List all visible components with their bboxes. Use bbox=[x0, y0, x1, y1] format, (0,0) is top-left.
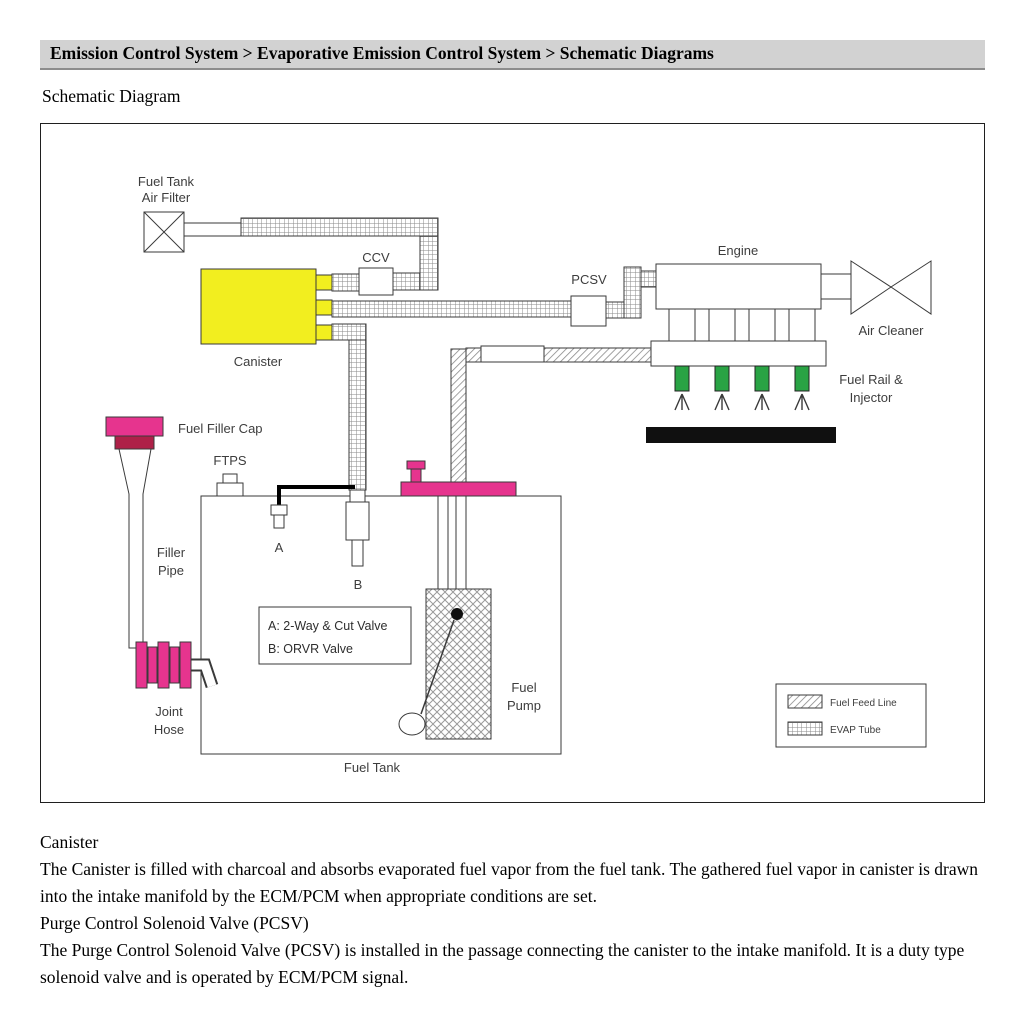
intake-manifold-bar bbox=[646, 427, 836, 443]
pcsv-heading: Purge Control Solenoid Valve (PCSV) bbox=[40, 913, 309, 933]
ftps-sensor bbox=[213, 453, 247, 496]
legend-fuel-feed-label: Fuel Feed Line bbox=[830, 698, 897, 709]
evap-tube-pcsv-engine bbox=[606, 267, 656, 318]
schematic-diagram-frame bbox=[40, 123, 985, 803]
air-filter-label-line1: Fuel Tank bbox=[137, 174, 195, 189]
valve-key-box bbox=[259, 607, 411, 664]
legend-fuel-feed-swatch bbox=[788, 695, 822, 708]
legend-evap-swatch bbox=[788, 722, 822, 735]
canister-heading: Canister bbox=[40, 832, 99, 852]
filler-pipe-label-line2: Pipe bbox=[157, 563, 185, 578]
fuel-tank-air-filter bbox=[138, 174, 242, 252]
air-filter-label-line2: Air Filter bbox=[141, 190, 191, 205]
pcsv-valve bbox=[571, 272, 607, 326]
valve-key-line1: A: 2-Way & Cut Valve bbox=[268, 619, 388, 633]
page-title: Schematic Diagram bbox=[42, 86, 181, 106]
ftps-label: FTPS bbox=[213, 453, 247, 468]
fuel-rail bbox=[651, 341, 826, 366]
engine-label: Engine bbox=[717, 243, 759, 258]
two-way-cut-valve-a bbox=[271, 487, 355, 555]
air-cleaner bbox=[821, 261, 931, 338]
joint-hose-label-line2: Hose bbox=[153, 722, 185, 737]
injectors bbox=[675, 366, 809, 391]
fuel-tank-label: Fuel Tank bbox=[343, 760, 401, 775]
fuel-rail-label-line1: Fuel Rail & bbox=[839, 372, 903, 387]
filler-pipe bbox=[119, 449, 151, 648]
fuel-pump-label-line2: Pump bbox=[507, 698, 541, 713]
ccv-valve bbox=[359, 250, 393, 295]
valve-a-label: A bbox=[274, 540, 284, 555]
valve-b-label: B bbox=[353, 577, 363, 592]
evap-tube-canister-tank bbox=[332, 324, 366, 490]
evap-tube-canister-pcsv bbox=[332, 301, 571, 317]
air-cleaner-label: Air Cleaner bbox=[858, 323, 924, 338]
injector-sprays bbox=[675, 394, 809, 410]
orvr-valve-b bbox=[346, 490, 369, 592]
valve-key-line2: B: ORVR Valve bbox=[268, 642, 353, 656]
fuel-feed-line bbox=[451, 346, 651, 482]
engine bbox=[656, 243, 821, 341]
pcsv-paragraph: The Purge Control Solenoid Valve (PCSV) is installed in the passage connecting the canister to the intake manifold. It is a duty type solenoid valve and is operated by ECM/PCM signal. bbox=[40, 940, 965, 987]
fuel-filler-cap bbox=[106, 417, 163, 449]
filler-pipe-label-line1: Filler bbox=[156, 545, 186, 560]
fuel-pump-label-line1: Fuel bbox=[511, 680, 537, 695]
canister-label: Canister bbox=[233, 354, 283, 369]
canister bbox=[201, 269, 332, 344]
pcsv-label: PCSV bbox=[571, 272, 607, 287]
legend-evap-label: EVAP Tube bbox=[830, 725, 881, 736]
legend bbox=[776, 684, 926, 747]
joint-hose-label-line1: Joint bbox=[155, 704, 183, 719]
breadcrumb[interactable] bbox=[40, 40, 985, 70]
description-text bbox=[40, 829, 986, 991]
schematic-diagram bbox=[41, 124, 984, 802]
fuel-rail-label-line2: Injector bbox=[849, 390, 893, 405]
fuel-pump bbox=[399, 589, 491, 739]
fuel-filler-cap-label: Fuel Filler Cap bbox=[178, 421, 263, 436]
fuel-pump-tubes bbox=[438, 496, 466, 589]
breadcrumb-text[interactable]: Emission Control System > Evaporative Emission Control System > Schematic Diagrams bbox=[50, 43, 714, 63]
ccv-label: CCV bbox=[362, 250, 390, 265]
canister-paragraph: The Canister is filled with charcoal and absorbs evaporated fuel vapor from the fuel tank. The gathered fuel vapor in canister is drawn into the intake manifold by the ECM/PCM when appropriate conditions are set. bbox=[40, 859, 979, 906]
